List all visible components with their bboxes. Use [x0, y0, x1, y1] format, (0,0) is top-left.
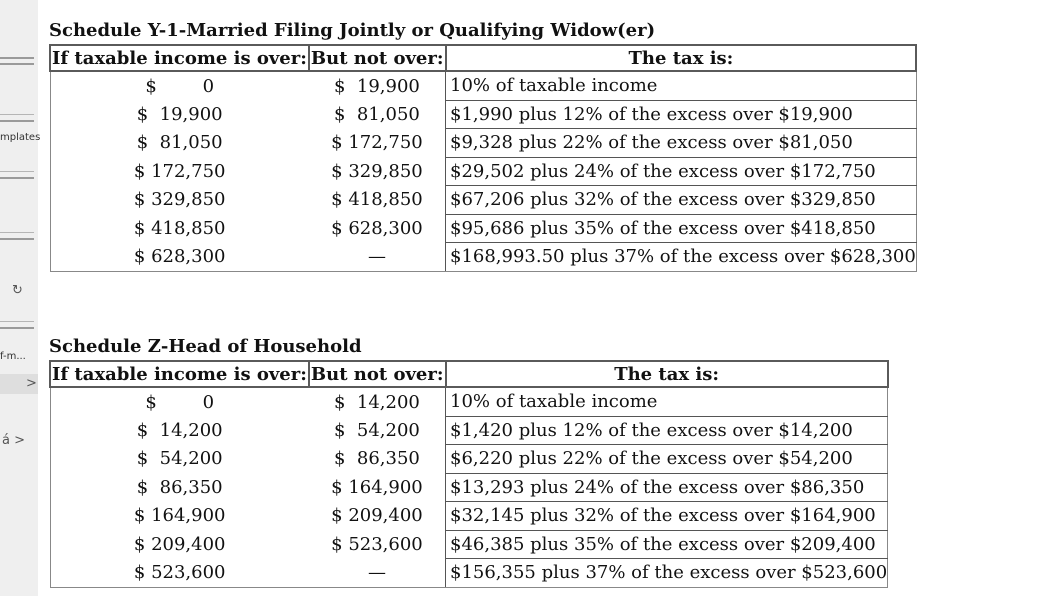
sidebar-divider: [0, 114, 34, 115]
income-over-cell: $ 54,200: [50, 445, 309, 474]
income-not-over-cell: $ 329,850: [331, 160, 423, 182]
table-row: [50, 559, 888, 588]
table-row: [50, 100, 916, 129]
sidebar-item-file[interactable]: f-m...: [0, 351, 26, 362]
income-over-cell: $ 628,300: [50, 243, 309, 272]
table-row: [50, 157, 916, 186]
income-not-over-cell: $ 81,050: [334, 103, 420, 125]
income-not-over-cell: $ 14,200: [334, 391, 420, 413]
income-not-over-cell: $ 54,200: [334, 419, 420, 441]
table-row: [50, 214, 916, 243]
table-row: [50, 186, 916, 215]
income-over-cell: $ 14,200: [50, 416, 309, 445]
sidebar-divider: [0, 63, 34, 65]
income-over-cell: $ 0: [50, 71, 309, 100]
expand-chevron-icon[interactable]: á >: [2, 433, 25, 448]
income-not-over-cell: $ 209,400: [331, 505, 423, 527]
income-not-over-cell: $ 523,600: [331, 533, 423, 555]
tax-formula-cell: $6,220 plus 22% of the excess over $54,200: [446, 445, 888, 474]
schedule-y-title: Schedule Y-1-Married Filing Jointly or Qualifying Widow(er): [49, 20, 656, 41]
tax-formula-cell: $32,145 plus 32% of the excess over $164,900: [446, 502, 888, 531]
column-header-tax: The tax is:: [446, 361, 888, 387]
table-row: [50, 416, 888, 445]
income-over-cell: $ 164,900: [50, 502, 309, 531]
sidebar-divider: [0, 232, 34, 233]
table-row: [50, 71, 916, 100]
tax-formula-cell: $13,293 plus 24% of the excess over $86,350: [446, 473, 888, 502]
income-over-cell: $ 418,850: [50, 214, 309, 243]
table-row: [50, 445, 888, 474]
sidebar-divider: [0, 321, 34, 322]
income-not-over-cell: $ 418,850: [331, 189, 423, 211]
sidebar-divider: [0, 177, 34, 179]
income-over-cell: $ 86,350: [50, 473, 309, 502]
sidebar-divider: [0, 57, 34, 59]
refresh-icon[interactable]: ↻: [12, 283, 23, 298]
sidebar-selected-item[interactable]: [0, 374, 38, 394]
sidebar: [0, 0, 41, 596]
income-not-over-cell: —: [309, 559, 446, 588]
table-row: [50, 243, 916, 272]
income-over-cell: $ 209,400: [50, 530, 309, 559]
tax-formula-cell: $1,420 plus 12% of the excess over $14,200: [446, 416, 888, 445]
sidebar-divider: [0, 238, 34, 240]
schedule-y-table: [49, 44, 917, 272]
table-row: [50, 530, 888, 559]
income-over-cell: $ 19,900: [50, 100, 309, 129]
column-header-tax: The tax is:: [446, 45, 917, 71]
tax-formula-cell: $46,385 plus 35% of the excess over $209,400: [446, 530, 888, 559]
column-header-over: If taxable income is over:: [50, 45, 309, 71]
income-not-over-cell: $ 164,900: [331, 476, 423, 498]
table-row: [50, 129, 916, 158]
sidebar-divider: [0, 120, 34, 122]
column-header-not-over: But not over:: [309, 45, 446, 71]
income-not-over-cell: $ 172,750: [331, 132, 423, 154]
sidebar-item-templates[interactable]: mplates: [0, 132, 41, 143]
sidebar-divider: [0, 171, 34, 172]
schedule-z-table: [49, 360, 889, 588]
income-over-cell: $ 81,050: [50, 129, 309, 158]
tax-formula-cell: $29,502 plus 24% of the excess over $172,750: [446, 157, 917, 186]
income-not-over-cell: $ 19,900: [334, 75, 420, 97]
income-over-cell: $ 0: [50, 387, 309, 416]
sidebar-divider: [0, 327, 34, 329]
tax-formula-cell: $156,355 plus 37% of the excess over $523,600: [446, 559, 888, 588]
table-row: [50, 473, 888, 502]
table-row: [50, 502, 888, 531]
column-header-not-over: But not over:: [309, 361, 446, 387]
tax-formula-cell: $95,686 plus 35% of the excess over $418,850: [446, 214, 917, 243]
column-header-over: If taxable income is over:: [50, 361, 309, 387]
tax-formula-cell: $67,206 plus 32% of the excess over $329,850: [446, 186, 917, 215]
income-not-over-cell: $ 628,300: [331, 217, 423, 239]
income-over-cell: $ 172,750: [50, 157, 309, 186]
income-over-cell: $ 329,850: [50, 186, 309, 215]
tax-formula-cell: $9,328 plus 22% of the excess over $81,050: [446, 129, 917, 158]
tax-formula-cell: $168,993.50 plus 37% of the excess over $628,300: [446, 243, 917, 272]
schedule-z-title: Schedule Z-Head of Household: [49, 336, 362, 357]
income-not-over-cell: —: [309, 243, 446, 272]
tax-formula-cell: 10% of taxable income: [446, 387, 888, 416]
table-row: [50, 387, 888, 416]
tax-formula-cell: $1,990 plus 12% of the excess over $19,900: [446, 100, 917, 129]
income-not-over-cell: $ 86,350: [334, 448, 420, 470]
tax-formula-cell: 10% of taxable income: [446, 71, 917, 100]
chevron-right-icon[interactable]: >: [26, 376, 37, 391]
income-over-cell: $ 523,600: [50, 559, 309, 588]
